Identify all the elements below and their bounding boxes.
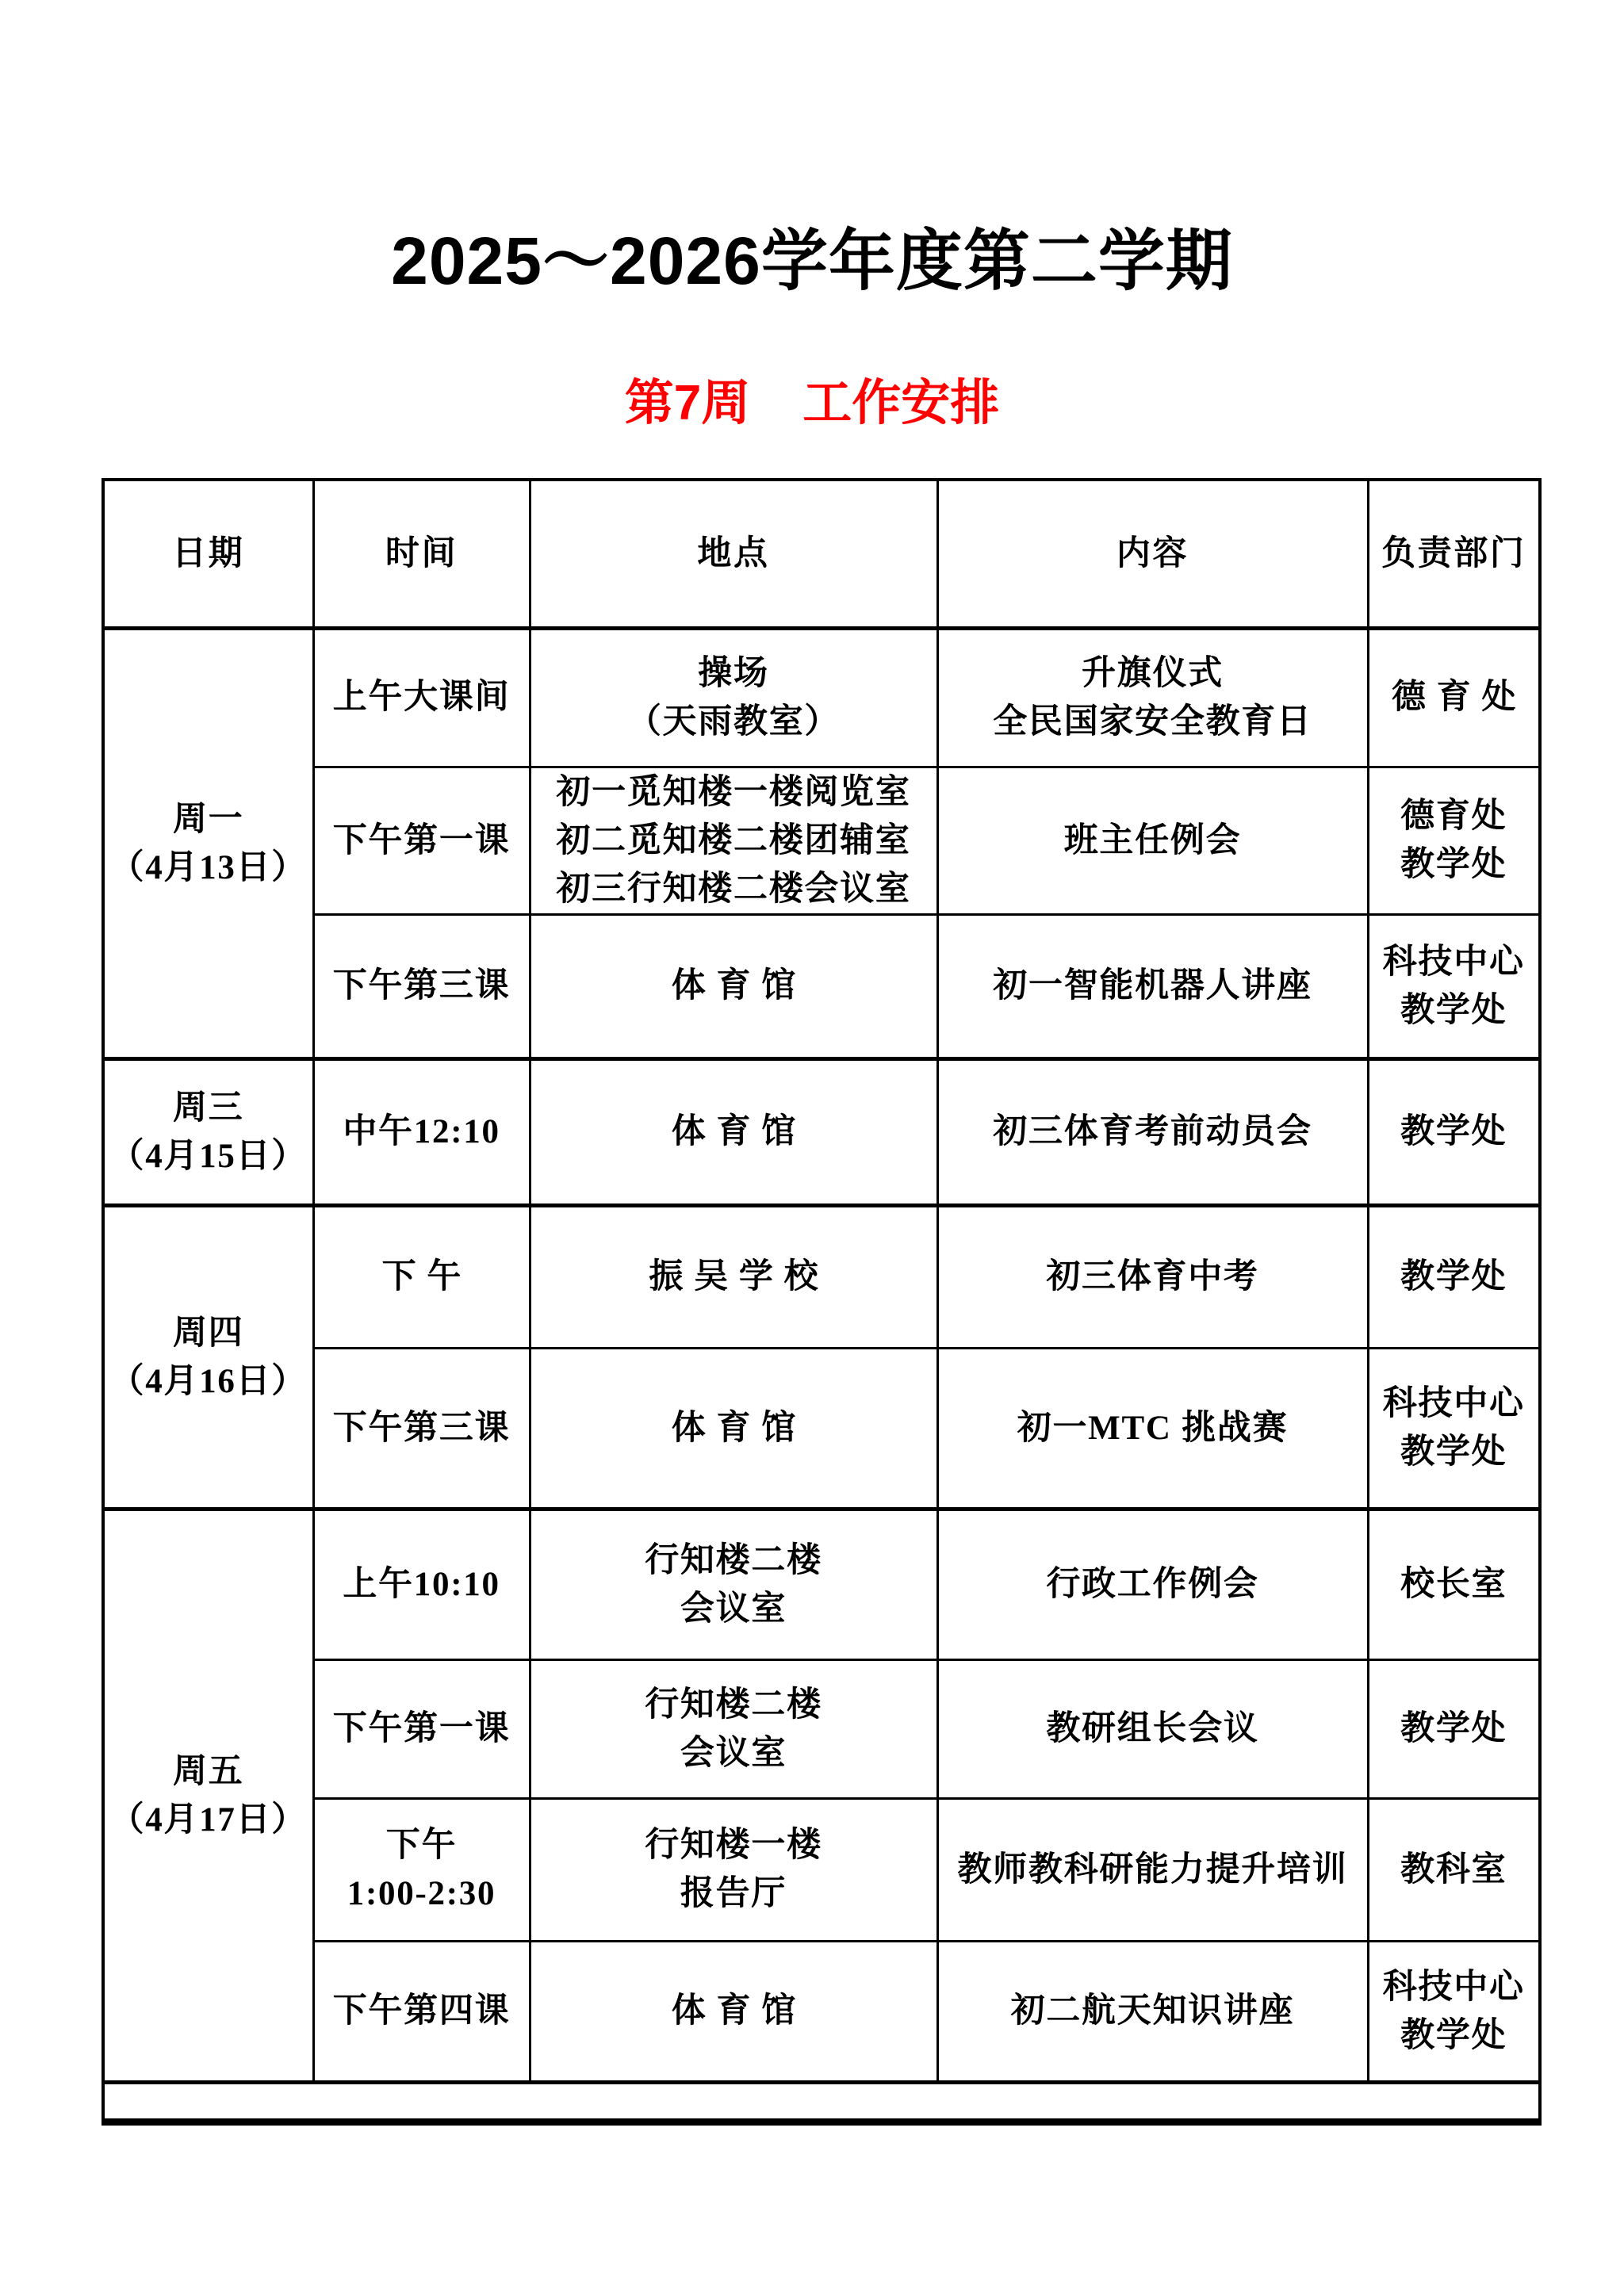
time-cell xyxy=(313,1659,530,1798)
cell-line: 行知楼二楼 xyxy=(645,1686,822,1724)
place-cell xyxy=(530,1509,937,1659)
dept-cell xyxy=(1368,1798,1540,1941)
cell-line: 初三体育考前动员会 xyxy=(993,1113,1312,1151)
table-row xyxy=(103,1659,1540,1798)
date-cell-friday xyxy=(103,1509,313,2082)
cell-line: 下午第一课 xyxy=(332,1710,511,1748)
cell-line: 教学处 xyxy=(1400,1433,1507,1471)
time-cell xyxy=(313,1798,530,1941)
cell-line: 行政工作例会 xyxy=(1046,1566,1259,1604)
cell-line: 下午 xyxy=(385,1827,458,1865)
table-row xyxy=(103,914,1540,1058)
cell-line: 教学处 xyxy=(1400,991,1507,1029)
header-date: 日期 xyxy=(103,480,313,628)
cell-line: 下午第一课 xyxy=(332,821,511,859)
cell-line: 行知楼二楼 xyxy=(645,1541,822,1579)
cell-line: 体育馆 xyxy=(671,1113,807,1151)
cell-line: 教学处 xyxy=(1400,1258,1507,1296)
place-cell xyxy=(530,1659,937,1798)
dept-cell xyxy=(1368,1659,1540,1798)
subtitle-week: 第7周 xyxy=(624,376,751,430)
cell-line: 周四 xyxy=(173,1314,244,1352)
content-cell xyxy=(937,767,1368,914)
cell-line: （4月17日） xyxy=(109,1800,308,1839)
empty-footer-cell xyxy=(103,2082,1540,2122)
cell-line: 教科室 xyxy=(1400,1850,1507,1888)
date-cell-thursday xyxy=(103,1205,313,1509)
content-cell xyxy=(937,1348,1368,1509)
place-cell xyxy=(530,1205,937,1348)
dept-cell xyxy=(1368,1509,1540,1659)
cell-line: 教学处 xyxy=(1400,2016,1507,2054)
time-cell xyxy=(313,628,530,767)
content-cell xyxy=(937,1941,1368,2082)
time-cell xyxy=(313,914,530,1058)
cell-line: 初三体育中考 xyxy=(1046,1258,1259,1296)
table-row xyxy=(103,1509,1540,1659)
place-cell xyxy=(530,1348,937,1509)
subtitle-text: 工作安排 xyxy=(802,376,1000,430)
cell-line: 下午第三课 xyxy=(332,967,511,1005)
cell-line: 振吴学校 xyxy=(649,1258,829,1296)
dept-cell xyxy=(1368,1205,1540,1348)
cell-line: 体育馆 xyxy=(671,1992,807,2030)
cell-line: 科技中心 xyxy=(1382,1968,1525,2006)
page-title: 2025～2026学年度第二学期 xyxy=(391,224,1233,298)
table-row xyxy=(103,1941,1540,2082)
page-subtitle xyxy=(0,363,1624,434)
place-cell xyxy=(530,1798,937,1941)
dept-cell xyxy=(1368,767,1540,914)
cell-line: 上午大课间 xyxy=(332,679,511,717)
cell-line: 周五 xyxy=(173,1752,244,1790)
place-cell xyxy=(530,914,937,1058)
content-cell xyxy=(937,1509,1368,1659)
cell-line: 下午第四课 xyxy=(332,1992,511,2030)
cell-line: 初一MTC 挑战赛 xyxy=(1017,1409,1289,1447)
content-cell xyxy=(937,1798,1368,1941)
table-row xyxy=(103,1058,1540,1205)
header-row xyxy=(103,480,1540,628)
cell-line: 会议室 xyxy=(680,1734,787,1772)
cell-line: 德育处 xyxy=(1400,798,1507,836)
cell-line: 教学处 xyxy=(1400,846,1507,884)
content-cell xyxy=(937,914,1368,1058)
cell-line: 中午12:10 xyxy=(343,1113,500,1151)
time-cell xyxy=(313,1509,530,1659)
table-row xyxy=(103,1205,1540,1348)
cell-line: 会议室 xyxy=(680,1590,787,1628)
header-place: 地点 xyxy=(530,480,937,628)
header-dept: 负责部门 xyxy=(1368,480,1540,628)
cell-line: 教学处 xyxy=(1400,1710,1507,1748)
dept-cell xyxy=(1368,914,1540,1058)
cell-line: 初一智能机器人讲座 xyxy=(993,967,1312,1005)
cell-line: 初一觅知楼一楼阅览室 xyxy=(556,773,911,811)
dept-cell xyxy=(1368,1941,1540,2082)
cell-line: 下午第三课 xyxy=(332,1409,511,1447)
empty-footer-row xyxy=(103,2082,1540,2122)
cell-line: 体育馆 xyxy=(671,1409,807,1447)
cell-line: 体育馆 xyxy=(671,967,807,1005)
content-cell xyxy=(937,1205,1368,1348)
cell-line: （4月13日） xyxy=(109,848,308,886)
cell-line: 初二觅知楼二楼团辅室 xyxy=(556,821,911,859)
dept-cell xyxy=(1368,1348,1540,1509)
header-content: 内容 xyxy=(937,480,1368,628)
cell-line: 教师教科研能力提升培训 xyxy=(957,1850,1348,1888)
table-row xyxy=(103,1798,1540,1941)
cell-line: 校长室 xyxy=(1400,1566,1507,1604)
cell-line: 周三 xyxy=(173,1089,244,1127)
cell-line: 全民国家安全教育日 xyxy=(993,703,1312,740)
time-cell xyxy=(313,1348,530,1509)
place-cell xyxy=(530,628,937,767)
date-cell-wednesday xyxy=(103,1058,313,1205)
place-cell xyxy=(530,767,937,914)
content-cell xyxy=(937,1058,1368,1205)
cell-line: 1:00-2:30 xyxy=(347,1875,496,1913)
cell-line: 德育处 xyxy=(1391,679,1527,717)
cell-line: 下午 xyxy=(381,1258,473,1296)
cell-line: 升旗仪式 xyxy=(1082,654,1224,692)
cell-line: 班主任例会 xyxy=(1063,821,1242,859)
place-cell xyxy=(530,1058,937,1205)
dept-cell xyxy=(1368,628,1540,767)
table-row xyxy=(103,1348,1540,1509)
cell-line: 科技中心 xyxy=(1382,1385,1525,1423)
dept-cell xyxy=(1368,1058,1540,1205)
cell-line: 行知楼一楼 xyxy=(645,1827,822,1865)
cell-line: 周一 xyxy=(173,800,244,838)
time-cell xyxy=(313,767,530,914)
cell-line: 初三行知楼二楼会议室 xyxy=(556,870,911,908)
cell-line: 上午10:10 xyxy=(343,1566,500,1604)
schedule-table xyxy=(102,478,1542,2126)
time-cell xyxy=(313,1058,530,1205)
cell-line: （天雨教室） xyxy=(626,703,841,740)
date-cell-monday xyxy=(103,628,313,1058)
cell-line: 操场 xyxy=(698,654,769,692)
cell-line: 教学处 xyxy=(1400,1113,1507,1151)
time-cell xyxy=(313,1941,530,2082)
time-cell xyxy=(313,1205,530,1348)
cell-line: 报告厅 xyxy=(680,1875,787,1913)
content-cell xyxy=(937,1659,1368,1798)
place-cell xyxy=(530,1941,937,2082)
cell-line: 科技中心 xyxy=(1382,943,1525,981)
content-cell xyxy=(937,628,1368,767)
cell-line: 初二航天知识讲座 xyxy=(1010,1992,1295,2030)
cell-line: （4月15日） xyxy=(109,1137,308,1175)
cell-line: 教研组长会议 xyxy=(1046,1710,1259,1748)
table-row xyxy=(103,628,1540,767)
cell-line: （4月16日） xyxy=(109,1362,308,1400)
table-row xyxy=(103,767,1540,914)
header-time: 时间 xyxy=(313,480,530,628)
